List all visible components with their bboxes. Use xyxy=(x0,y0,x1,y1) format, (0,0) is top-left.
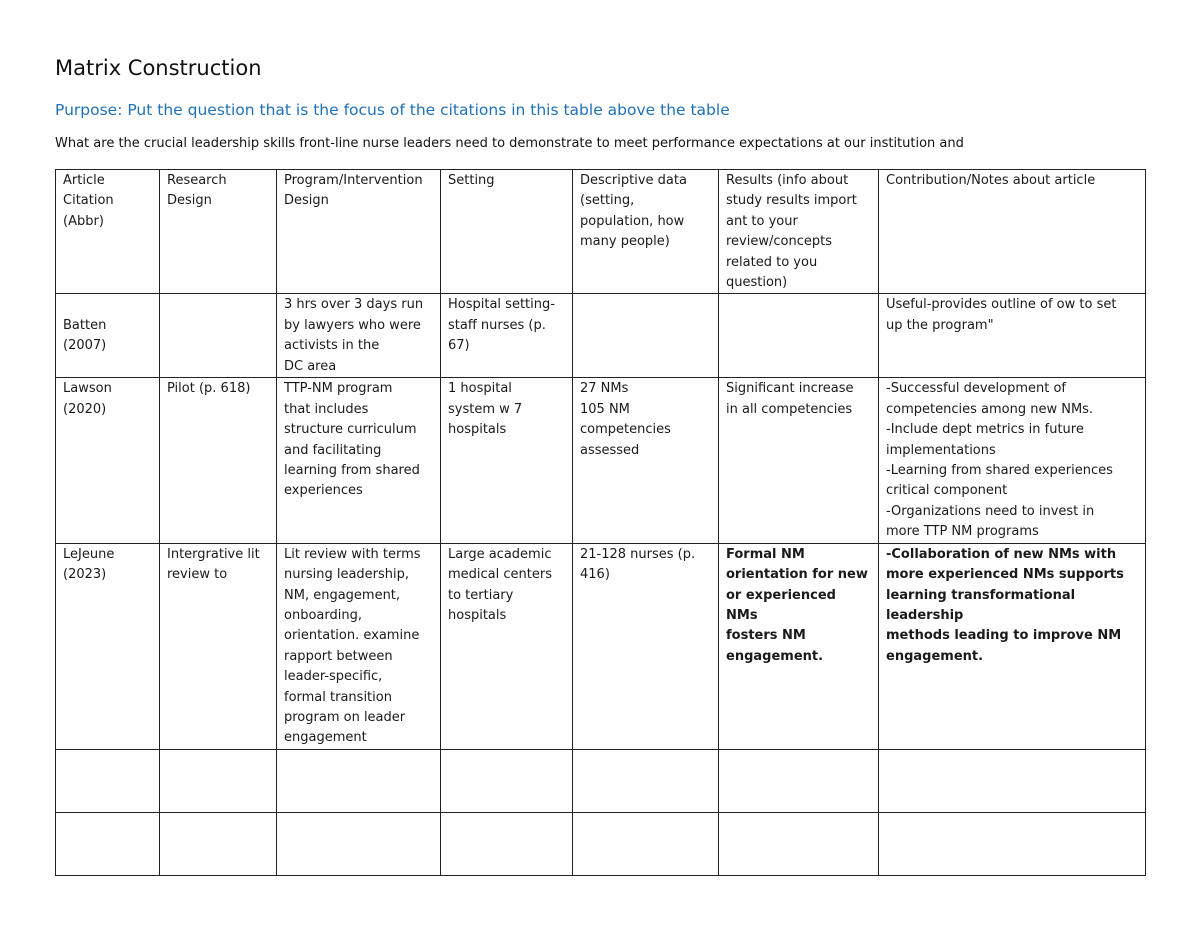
cell-descriptive-data: 27 NMs 105 NM competencies assessed xyxy=(573,378,719,543)
empty-cell xyxy=(879,812,1146,875)
header-cell-setting: Setting xyxy=(441,170,573,294)
header-cell-research-design: Research Design xyxy=(160,170,277,294)
header-cell-results: Results (info about study results import ant to your review/concepts related to you question) xyxy=(719,170,879,294)
cell-results: Formal NM orientation for new or experienced NMs fosters NM engagement. xyxy=(719,543,879,749)
cell-program-design: 3 hrs over 3 days run by lawyers who were activists in the DC area xyxy=(277,294,441,378)
cell-setting: Large academic medical centers to tertiary hospitals xyxy=(441,543,573,749)
empty-cell xyxy=(719,812,879,875)
cell-results: Significant increase in all competencies xyxy=(719,378,879,543)
empty-cell xyxy=(573,749,719,812)
empty-cell xyxy=(56,812,160,875)
empty-cell xyxy=(879,749,1146,812)
empty-cell xyxy=(277,749,441,812)
cell-citation: Lawson (2020) xyxy=(56,378,160,543)
cell-results xyxy=(719,294,879,378)
table-row xyxy=(56,294,1146,378)
header-cell-descriptive-data: Descriptive data (setting, population, how many people) xyxy=(573,170,719,294)
empty-cell xyxy=(573,812,719,875)
empty-cell xyxy=(56,749,160,812)
cell-program-design: TTP-NM program that includes structure curriculum and facilitating learning from shared experiences xyxy=(277,378,441,543)
empty-cell xyxy=(441,812,573,875)
table-row xyxy=(56,378,1146,543)
cell-setting: 1 hospital system w 7 hospitals xyxy=(441,378,573,543)
cell-research-design: Intergrative lit review to xyxy=(160,543,277,749)
empty-cell xyxy=(441,749,573,812)
cell-descriptive-data: 21-128 nurses (p. 416) xyxy=(573,543,719,749)
empty-cell xyxy=(719,749,879,812)
question-text: What are the crucial leadership skills front-line nurse leaders need to demonstrate to meet performance expectations at our institution and xyxy=(55,136,964,151)
empty-table-row xyxy=(56,749,1146,812)
cell-citation: LeJeune (2023) xyxy=(56,543,160,749)
cell-setting: Hospital setting- staff nurses (p. 67) xyxy=(441,294,573,378)
citation-matrix-table xyxy=(55,169,1146,876)
header-cell-citation: Article Citation (Abbr) xyxy=(56,170,160,294)
empty-cell xyxy=(160,812,277,875)
header-cell-notes: Contribution/Notes about article xyxy=(879,170,1146,294)
cell-research-design xyxy=(160,294,277,378)
table-row xyxy=(56,543,1146,749)
empty-cell xyxy=(160,749,277,812)
cell-notes: -Successful development of competencies among new NMs. -Include dept metrics in future implementations -Learning from shared experiences critical component -Organizations need to invest in more TTP NM programs xyxy=(879,378,1146,543)
header-cell-program-design: Program/Intervention Design xyxy=(277,170,441,294)
cell-notes: -Collaboration of new NMs with more experienced NMs supports learning transformational leadership methods leading to improve NM engagement. xyxy=(879,543,1146,749)
cell-research-design: Pilot (p. 618) xyxy=(160,378,277,543)
cell-program-design: Lit review with terms nursing leadership, NM, engagement, onboarding, orientation. examine rapport between leader-specific, formal transition program on leader engagement xyxy=(277,543,441,749)
table-header-row xyxy=(56,170,1146,294)
purpose-text: Purpose: Put the question that is the focus of the citations in this table above the table xyxy=(55,101,730,119)
cell-notes: Useful-provides outline of ow to set up the program" xyxy=(879,294,1146,378)
cell-descriptive-data xyxy=(573,294,719,378)
cell-citation: Batten (2007) xyxy=(56,294,160,378)
empty-cell xyxy=(277,812,441,875)
empty-table-row xyxy=(56,812,1146,875)
page-title: Matrix Construction xyxy=(55,56,262,80)
